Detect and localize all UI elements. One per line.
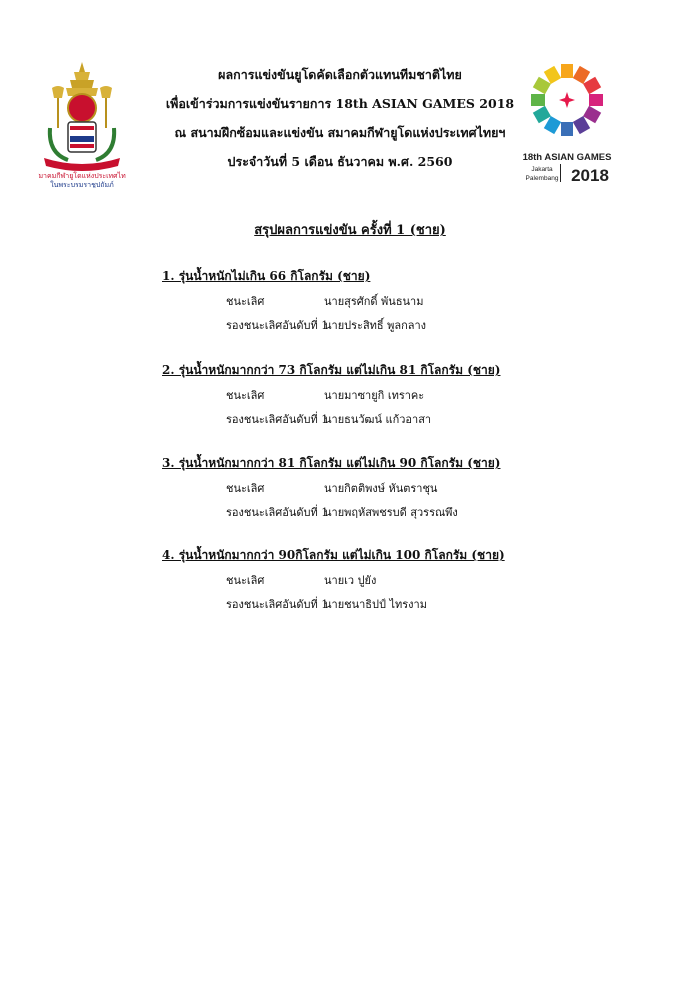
result-row-winner: [162, 565, 632, 589]
header-line-2: เพื่อเข้าร่วมการแข่งขันรายการ 18th ASIAN GAMES 2018: [165, 96, 515, 111]
logo-caption-line2: ในพระบรมราชูปถัมภ์: [50, 181, 114, 188]
result-role: รองชนะเลิศอันดับที่ 1: [226, 319, 329, 332]
result-row-winner: [162, 473, 632, 497]
result-row-runner-up: [162, 589, 632, 613]
logo-city-palembang: Palembang: [525, 175, 559, 182]
athlete-name: นายเว ปูยัง: [324, 574, 377, 587]
result-role: ชนะเลิศ: [226, 482, 265, 495]
athlete-name: นายประสิทธิ์ พูลกลาง: [324, 319, 427, 332]
summary-title: สรุปผลการแข่งขัน ครั้งที่ 1 (ชาย): [254, 223, 446, 238]
result-row-runner-up: [162, 404, 632, 428]
header-line-4: ประจำวันที่ 5 เดือน ธันวาคม พ.ศ. 2560: [227, 154, 453, 169]
judo-association-emblem-icon: [38, 58, 126, 188]
logo-city-jakarta: Jakarta: [531, 166, 553, 173]
weight-category-3: [162, 454, 632, 521]
weight-category-2: [162, 361, 632, 428]
result-row-runner-up: [162, 497, 632, 521]
category-title: 2. รุ่นน้ำหนักมากกว่า 73 กิโลกรัม แต่ไม่เกิน 81 กิโลกรัม (ชาย): [162, 363, 501, 377]
result-row-winner: [162, 380, 632, 404]
category-title: 4. รุ่นน้ำหนักมากกว่า 90กิโลกรัม แต่ไม่เกิน 100 กิโลกรัม (ชาย): [162, 548, 505, 562]
document-header: [140, 66, 540, 182]
category-title: 1. รุ่นน้ำหนักไม่เกิน 66 กิโลกรัม (ชาย): [162, 269, 371, 283]
result-row-winner: [162, 286, 632, 310]
result-role: ชนะเลิศ: [226, 389, 265, 402]
logo-event-name: 18th ASIAN GAMES: [522, 152, 612, 163]
athlete-name: นายกิตติพงษ์ หันตราชุน: [324, 482, 438, 495]
header-line-1: ผลการแข่งขันยูโดคัดเลือกตัวแทนทีมชาติไทย: [218, 67, 462, 82]
result-role: รองชนะเลิศอันดับที่ 1: [226, 506, 329, 519]
athlete-name: นายชนาธิปป์ ไทรงาม: [324, 598, 427, 611]
result-role: รองชนะเลิศอันดับที่ 1: [226, 598, 329, 611]
logo-year: 2018: [571, 166, 609, 185]
athlete-name: นายธนวัฒน์ แก้วอาสา: [324, 413, 432, 426]
result-role: ชนะเลิศ: [226, 295, 265, 308]
result-role: ชนะเลิศ: [226, 574, 265, 587]
judo-association-logo: [38, 58, 126, 188]
weight-category-1: [162, 267, 632, 334]
athlete-name: นายมาซายูกิ เทราคะ: [324, 389, 425, 402]
athlete-name: นายสุรศักดิ์ พันธนาม: [324, 295, 424, 308]
athlete-name: นายพฤหัสพชรบดี สุวรรณพึง: [324, 506, 458, 519]
logo-caption-line1: สมาคมกีฬายูโดแห่งประเทศไทย: [38, 172, 126, 180]
header-line-3: ณ สนามฝึกซ้อมและแข่งขัน สมาคมกีฬายูโดแห่งประเทศไทยฯ: [174, 125, 506, 140]
result-row-runner-up: [162, 310, 632, 334]
result-role: รองชนะเลิศอันดับที่ 1: [226, 413, 329, 426]
category-title: 3. รุ่นน้ำหนักมากกว่า 81 กิโลกรัม แต่ไม่เกิน 90 กิโลกรัม (ชาย): [162, 456, 501, 470]
weight-category-4: [162, 546, 632, 613]
